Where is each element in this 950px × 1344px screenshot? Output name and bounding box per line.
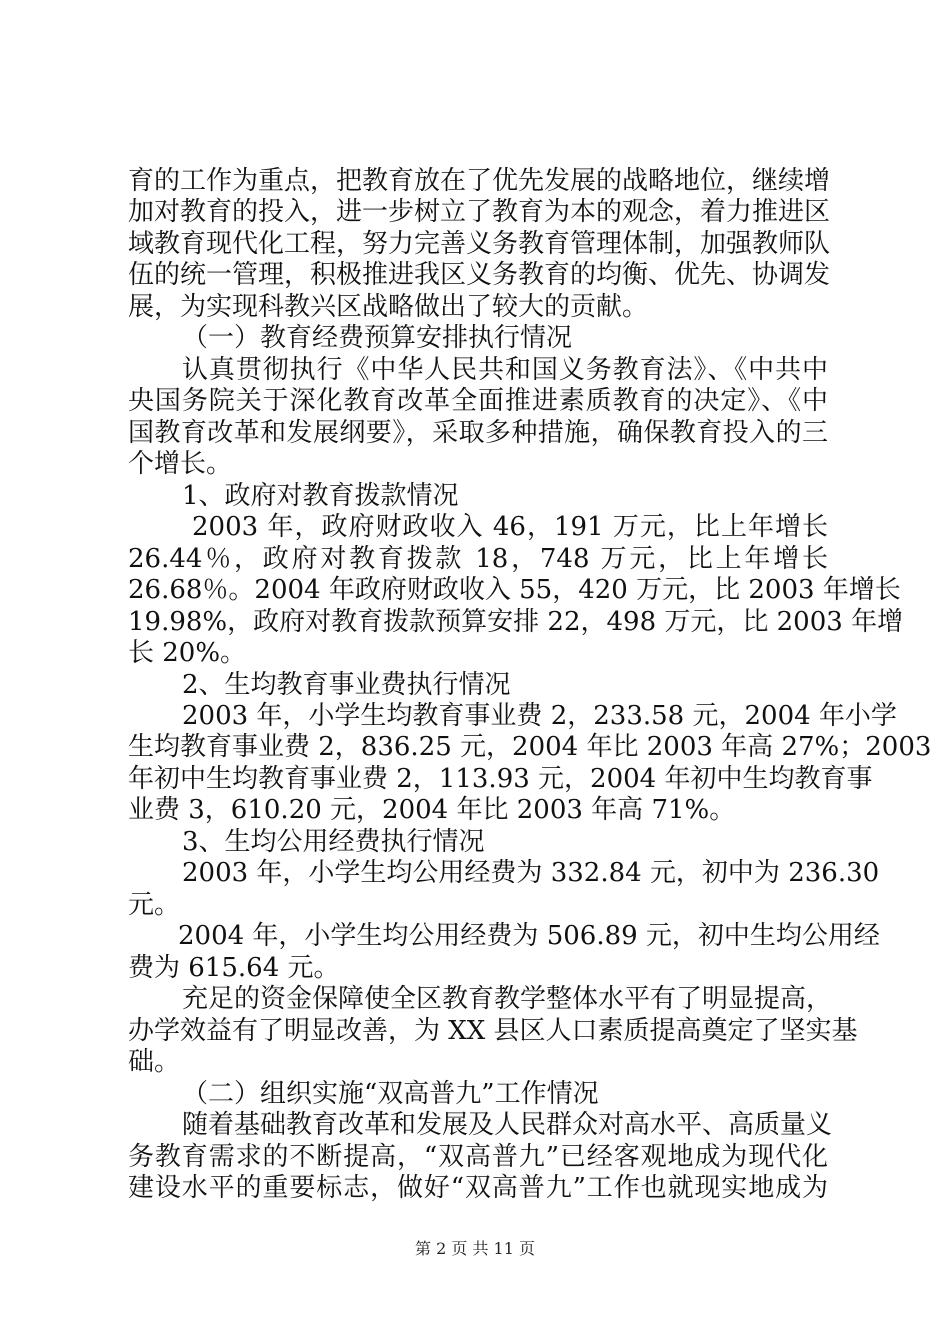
text-line: 展，为实现科教兴区战略做出了较大的贡献。 xyxy=(128,292,649,322)
text-line: 19.98%，政府对教育拨款预算安排 22，498 万元，比 2003 年增 xyxy=(128,607,904,637)
text-line: 务教育需求的不断提高，“双高普九”已经客观地成为现代化 xyxy=(128,1142,828,1172)
subsection-heading: 2、生均教育事业费执行情况 xyxy=(182,670,511,700)
text-line: 域教育现代化工程，努力完善义务教育管理体制，加强教师队 xyxy=(128,229,831,259)
text-line: 国教育改革和发展纲要》，采取多种措施，确保教育投入的三 xyxy=(128,418,828,448)
subsection-heading: 3、生均公用经费执行情况 xyxy=(182,827,485,857)
text-line: 26.44％，政府对教育拨款 18，748 万元，比上年增长 xyxy=(128,544,828,574)
text-line: 2003 年，小学生均教育事业费 2，233.58 元，2004 年小学 xyxy=(182,701,897,731)
text-line: 年初中生均教育事业费 2，113.93 元，2004 年初中生均教育事 xyxy=(128,764,873,794)
text-line: 育的工作为重点，把教育放在了优先发展的战略地位，继续增 xyxy=(128,166,831,196)
text-line: 加对教育的投入，进一步树立了教育为本的观念，着力推进区 xyxy=(128,197,831,227)
text-line: 26.68％。2004 年政府财政收入 55，420 万元，比 2003 年增长 xyxy=(128,575,901,605)
text-line: 认真贯彻执行《中华人民共和国义务教育法》、《中共中 xyxy=(182,355,828,385)
text-line: 2003 年，小学生均公用经费为 332.84 元，初中为 236.30 xyxy=(182,858,880,888)
text-line: 建设水平的重要标志，做好“双高普九”工作也就现实地成为 xyxy=(128,1173,828,1203)
text-line: 础。 xyxy=(128,1047,181,1077)
text-line: 充足的资金保障使全区教育教学整体水平有了明显提高， xyxy=(182,984,833,1014)
text-line: 办学效益有了明显改善，为 XX 县区人口素质提高奠定了坚实基 xyxy=(128,1016,858,1046)
page-footer: 第 2 页 共 11 页 xyxy=(415,1239,535,1258)
text-line: 生均教育事业费 2，836.25 元，2004 年比 2003 年高 27%；2003 xyxy=(128,732,932,762)
subsection-heading: 1、政府对教育拨款情况 xyxy=(182,481,459,511)
section-heading: （一）教育经费预算安排执行情况 xyxy=(182,323,573,353)
text-line: 费为 615.64 元。 xyxy=(128,953,340,983)
text-line: 元。 xyxy=(128,890,181,920)
text-line: 央国务院关于深化教育改革全面推进素质教育的决定》、《中 xyxy=(128,386,828,416)
text-line: 2003 年，政府财政收入 46，191 万元，比上年增长 xyxy=(192,512,828,542)
text-line: 伍的统一管理，积极推进我区义务教育的均衡、优先、协调发 xyxy=(128,260,831,290)
text-line: 个增长。 xyxy=(128,449,233,479)
text-line: 业费 3，610.20 元，2004 年比 2003 年高 71%。 xyxy=(128,795,736,825)
section-heading: （二）组织实施“双高普九”工作情况 xyxy=(182,1079,599,1109)
text-line: 长 20%。 xyxy=(128,638,247,668)
text-line: 随着基础教育改革和发展及人民群众对高水平、高质量义 xyxy=(182,1110,833,1140)
text-line: 2004 年，小学生均公用经费为 506.89 元，初中生均公用经 xyxy=(178,921,880,951)
